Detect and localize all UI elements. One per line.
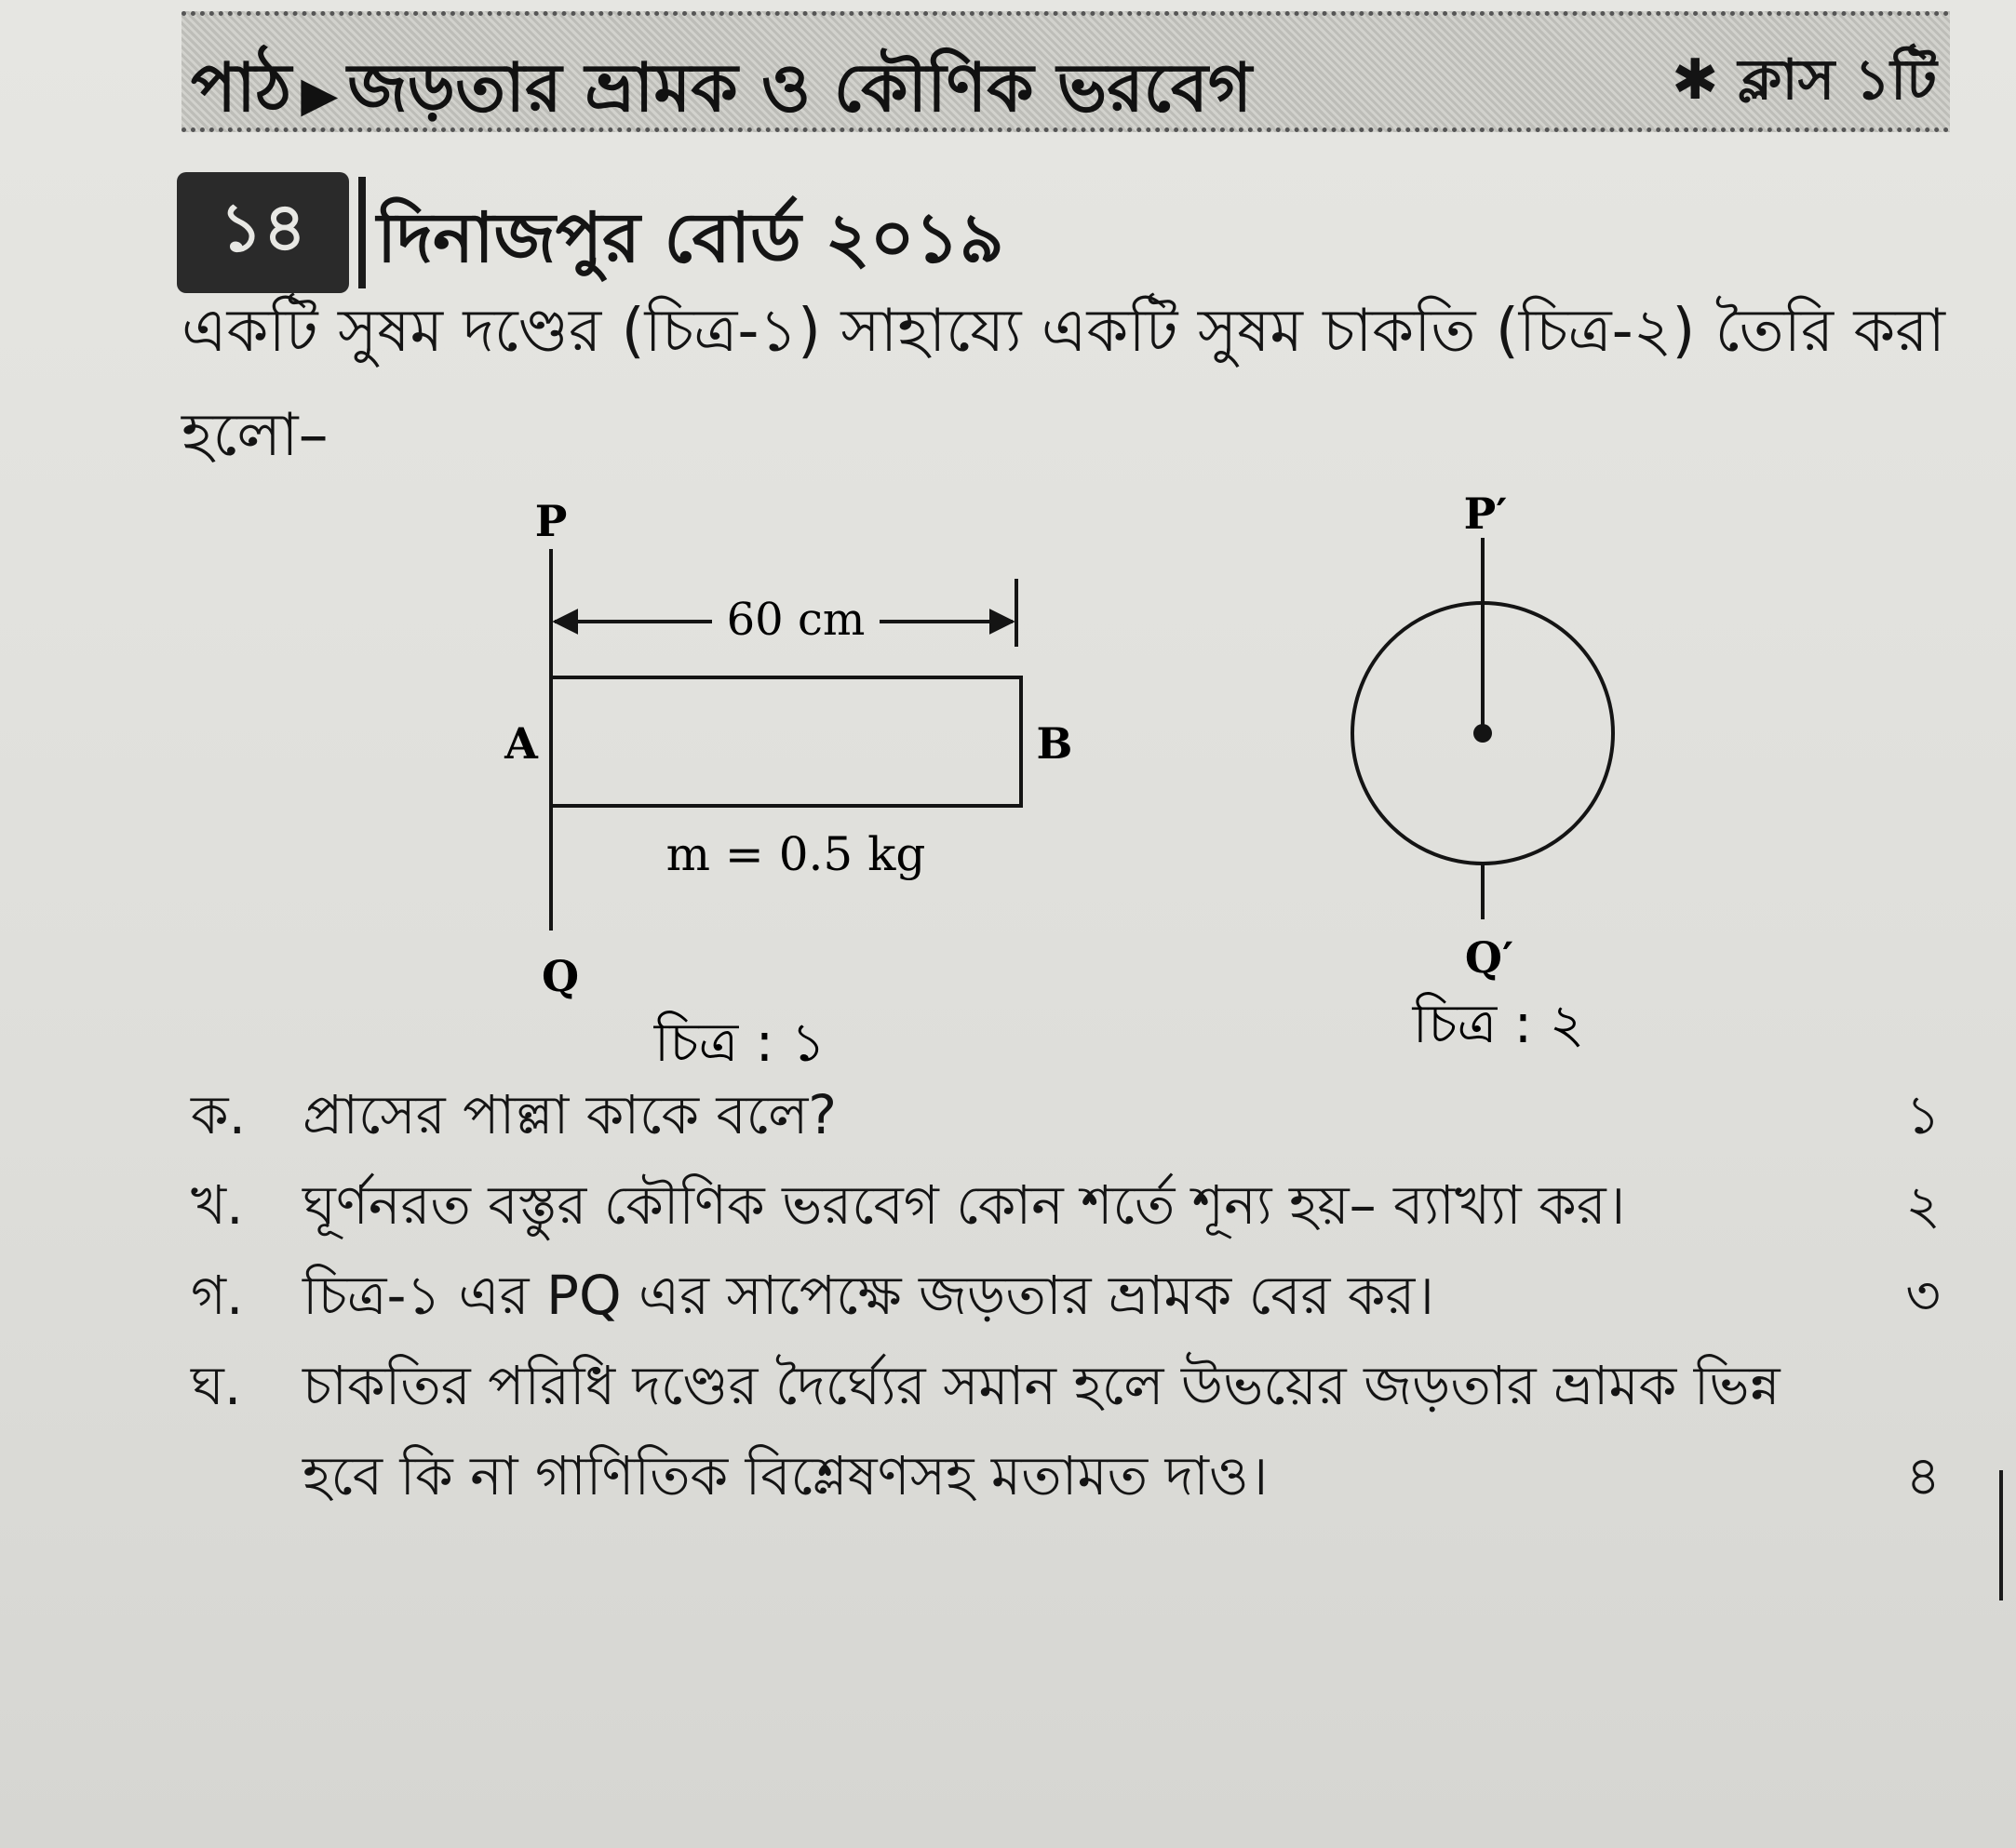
- sub-question-mark: ১: [1905, 1083, 1941, 1146]
- label-a: A: [504, 718, 538, 769]
- figure-2: [1352, 489, 1613, 1055]
- sub-question-mark: ২: [1905, 1173, 1941, 1237]
- sub-question: [191, 1251, 1941, 1341]
- sub-question-label: ঘ.: [191, 1354, 242, 1417]
- rod-ab: [551, 677, 1021, 806]
- chapter-title-text: জড়তার ভ্রামক ও কৌণিক ভরবেগ: [347, 48, 1253, 127]
- board-title: দিনাজপুর বোর্ড ২০১৯: [377, 198, 1004, 278]
- sub-question-text: প্রাসের পাল্লা কাকে বলে?: [302, 1083, 838, 1146]
- figure-1-caption: চিত্র : ১: [653, 1011, 827, 1074]
- label-p: P: [534, 496, 568, 546]
- sub-question: [191, 1341, 1941, 1521]
- sub-question-mark: ৩: [1905, 1264, 1941, 1327]
- page-edge-line: [1999, 1470, 2003, 1600]
- sub-question: [191, 1160, 1941, 1251]
- label-b: B: [1036, 718, 1073, 769]
- figure-1: [504, 496, 1072, 1074]
- lesson-label: পাঠ: [191, 48, 292, 127]
- question-stem: একটি সুষম দণ্ডের (চিত্র-১) সাহায্যে একটি সুষম চাকতি (চিত্র-২) তৈরি করা হলো–: [181, 297, 1945, 470]
- bullet-icon: ✱: [1672, 47, 1739, 113]
- disc-center: [1473, 724, 1492, 743]
- arrow-icon: ▶: [301, 67, 339, 123]
- sub-question-text: চিত্র-১ এর PQ এর সাপেক্ষে জড়তার ভ্রামক বের কর।: [302, 1264, 1435, 1327]
- class-count-text: ক্লাস ১টি: [1738, 47, 1937, 113]
- figure-2-caption: চিত্র : ২: [1412, 992, 1585, 1055]
- sub-question-text: চাকতির পরিধি দণ্ডের দৈর্ঘ্যের সমান হলে উভয়ের জড়তার ভ্রামক ভিন্ন হবে কি না গাণিতিক বিশ্লেষণসহ মতামত দাও।: [302, 1354, 1781, 1507]
- label-q-prime: Q′: [1464, 932, 1514, 983]
- sub-question: [191, 1070, 1941, 1160]
- length-label: 60 cm: [726, 594, 866, 646]
- sub-question-text: ঘূর্ণনরত বস্তুর কৌণিক ভরবেগ কোন শর্তে শূন্য হয়– ব্যাখ্যা কর।: [302, 1173, 1626, 1237]
- question-number-badge: ১৪: [177, 172, 349, 293]
- sub-question-label: ক.: [191, 1083, 247, 1146]
- sub-question-list: [191, 1070, 1941, 1521]
- mass-label: m = 0.5 kg: [665, 827, 926, 881]
- sub-question-label: গ.: [191, 1264, 244, 1327]
- sub-question-mark: ৪: [1905, 1444, 1941, 1507]
- label-q: Q: [541, 951, 580, 1001]
- label-p-prime: P′: [1463, 489, 1508, 539]
- sub-question-label: খ.: [191, 1173, 244, 1237]
